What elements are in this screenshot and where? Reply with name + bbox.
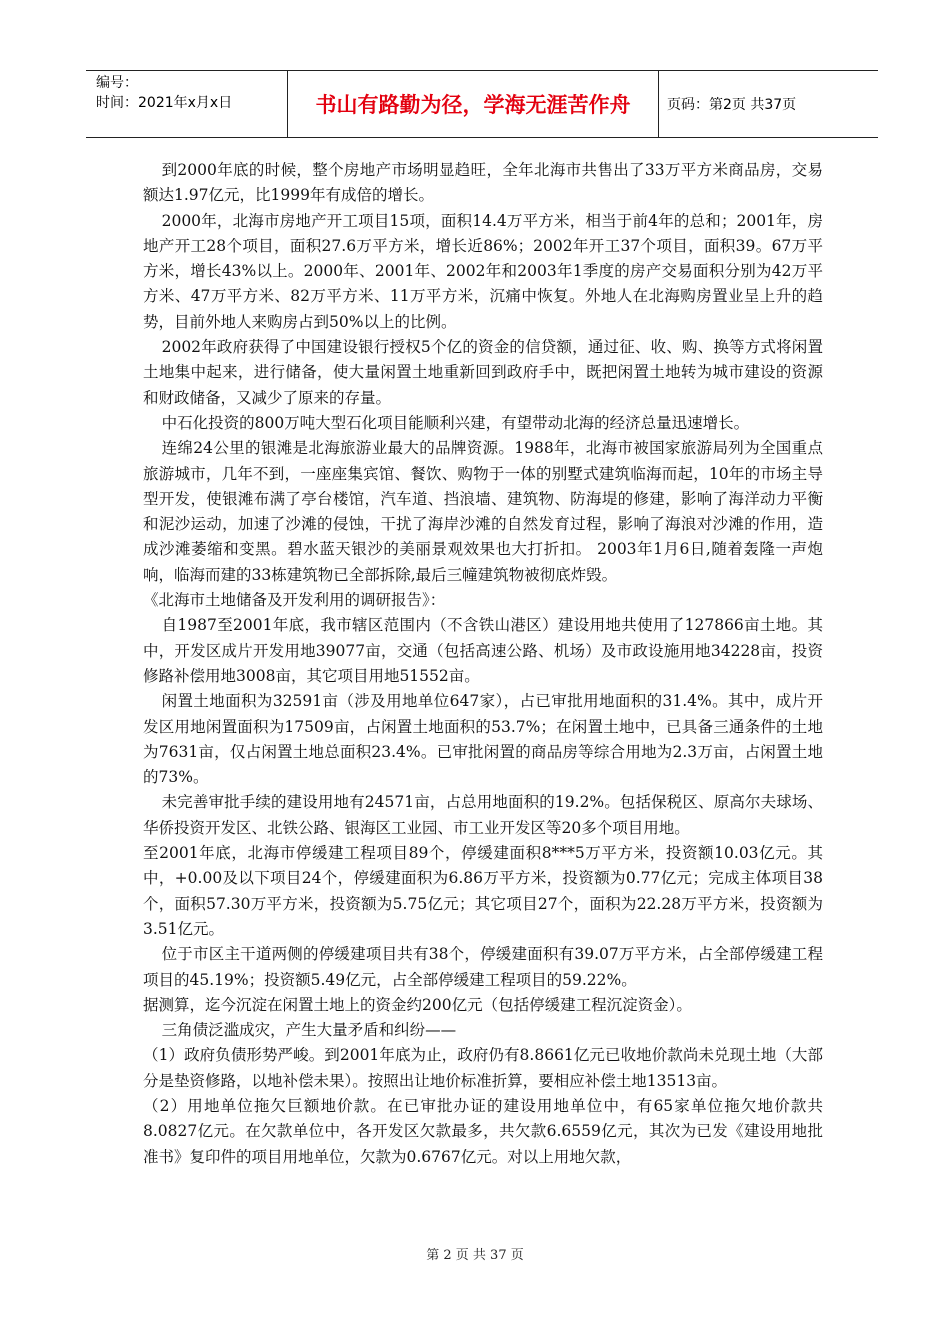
paragraph: 位于市区主干道两侧的停缓建项目共有38个，停缓建面积有39.07万平方米，占全部停缓建工程项目的45.19%；投资额5.49亿元，占全部停缓建工程项目的59.22%。 bbox=[143, 945, 823, 989]
paragraph: 闲置土地面积为32591亩（涉及用地单位647家），占已审批用地面积的31.4%。其中，成片开发区用地闲置面积为17509亩，占闲置土地面积的53.7%；在闲置土地中，已具备三通条件的土地为7631亩，仅占闲置土地总面积23.4%。已审批闲置的商品房等综合用地为2.3万亩，占闲置土地的73%。 bbox=[143, 692, 823, 787]
doc-date: 时间：2021年x月x日 bbox=[96, 95, 233, 111]
document-body bbox=[143, 158, 823, 1170]
paragraph: 至2001年底，北海市停缓建工程项目89个，停缓建面积8***5万平方米，投资额10.03亿元。其中，+0.00及以下项目24个，停缓建面积为6.86万平方米，投资额为0.77亿元；完成主体项目38个，面积57.30万平方米，投资额为5.75亿元；其它项目27个，面积为22.28万平方米，投资额为3.51亿元。 bbox=[143, 844, 823, 938]
paragraph: 中石化投资的800万吨大型石化项目能顺利兴建，有望带动北海的经济总量迅速增长。 bbox=[161, 413, 750, 432]
paragraph: 2002年政府获得了中国建设银行授权5个亿的资金的信贷额，通过征、收、购、换等方式将闲置土地集中起来，进行储备，使大量闲置土地重新回到政府手中，既把闲置土地转为城市建设的资源和财政储备，又减少了原来的存量。 bbox=[143, 338, 823, 407]
paragraph: 到2000年底的时候，整个房地产市场明显趋旺，全年北海市共售出了33万平方米商品房，交易额达1.97亿元，比1999年有成倍的增长。 bbox=[143, 161, 823, 205]
paragraph: 据测算，迄今沉淀在闲置土地上的资金约200亿元（包括停缓建工程沉淀资金）。 bbox=[143, 995, 692, 1014]
doc-number-label: 编号： bbox=[96, 75, 138, 91]
paragraph: 自1987至2001年底，我市辖区范围内（不含铁山港区）建设用地共使用了127866亩土地。其中，开发区成片开发用地39077亩，交通（包括高速公路、机场）及市政设施用地34228亩，投资修路补偿用地3008亩，其它项目用地51552亩。 bbox=[143, 616, 823, 685]
paragraph: 未完善审批手续的建设用地有24571亩，占总用地面积的19.2%。包括保税区、原高尔夫球场、华侨投资开发区、北铁公路、银海区工业园、市工业开发区等20多个项目用地。 bbox=[143, 793, 823, 837]
paragraph: 三角债泛滥成灾，产生大量矛盾和纠纷—— bbox=[161, 1021, 457, 1040]
header-motto: 书山有路勤为径，学海无涯苦作舟 bbox=[287, 71, 659, 137]
paragraph: 连绵24公里的银滩是北海旅游业最大的品牌资源。1988年，北海市被国家旅游局列为全国重点旅游城市，几年不到，一座座集宾馆、餐饮、购物于一体的别墅式建筑临海而起，10年的市场主导型开发，使银滩布满了亭台楼馆，汽车道、挡浪墙、建筑物、防海堤的修建，影响了海洋动力平衡和泥沙运动，加速了沙滩的侵蚀，干扰了海岸沙滩的自然发育过程，影响了海浪对沙滩的作用，造成沙滩萎缩和变黑。碧水蓝天银沙的美丽景观效果也大打折扣。 2003年1月6日,随着轰隆一声炮响，临海而建的33栋建筑物已全部拆除,最后三幢建筑物被彻底炸毁。 bbox=[143, 439, 823, 584]
page-header bbox=[86, 70, 878, 138]
list-item: （2）用地单位拖欠巨额地价款。在已审批办证的建设用地单位中，有65家单位拖欠地价款共8.0827亿元。在欠款单位中，各开发区欠款最多，共欠款6.6559亿元，其次为已发《建设用地批准书》复印件的项目用地单位，欠款为0.6767亿元。对以上用地欠款， bbox=[143, 1096, 823, 1166]
header-page-info: 页码：第2页 共37页 bbox=[667, 97, 797, 113]
page-footer: 第 2 页 共 37 页 bbox=[426, 1248, 524, 1263]
paragraph: 2000年，北海市房地产开工项目15项，面积14.4万平方米，相当于前4年的总和；2001年，房地产开工28个项目，面积27.6万平方米，增长近86%；2002年开工37个项目，面积39。67万平方米，增长43%以上。2000年、2001年、2002年和2003年1季度的房产交易面积分别为42万平方米、47万平方米、82万平方米、11万平方米，沉痛中恢复。外地人在北海购房置业呈上升的趋势，目前外地人来购房占到50%以上的比例。 bbox=[143, 211, 823, 331]
report-title: 《北海市土地储备及开发利用的调研报告》： bbox=[143, 591, 446, 610]
header-meta bbox=[86, 71, 287, 137]
list-item: （1）政府负债形势严峻。到2001年底为止，政府仍有8.8661亿元已收地价款尚未兑现土地（大部分是垫资修路，以地补偿未果）。按照出让地价标准折算，要相应补偿土地13513亩。 bbox=[143, 1046, 823, 1090]
